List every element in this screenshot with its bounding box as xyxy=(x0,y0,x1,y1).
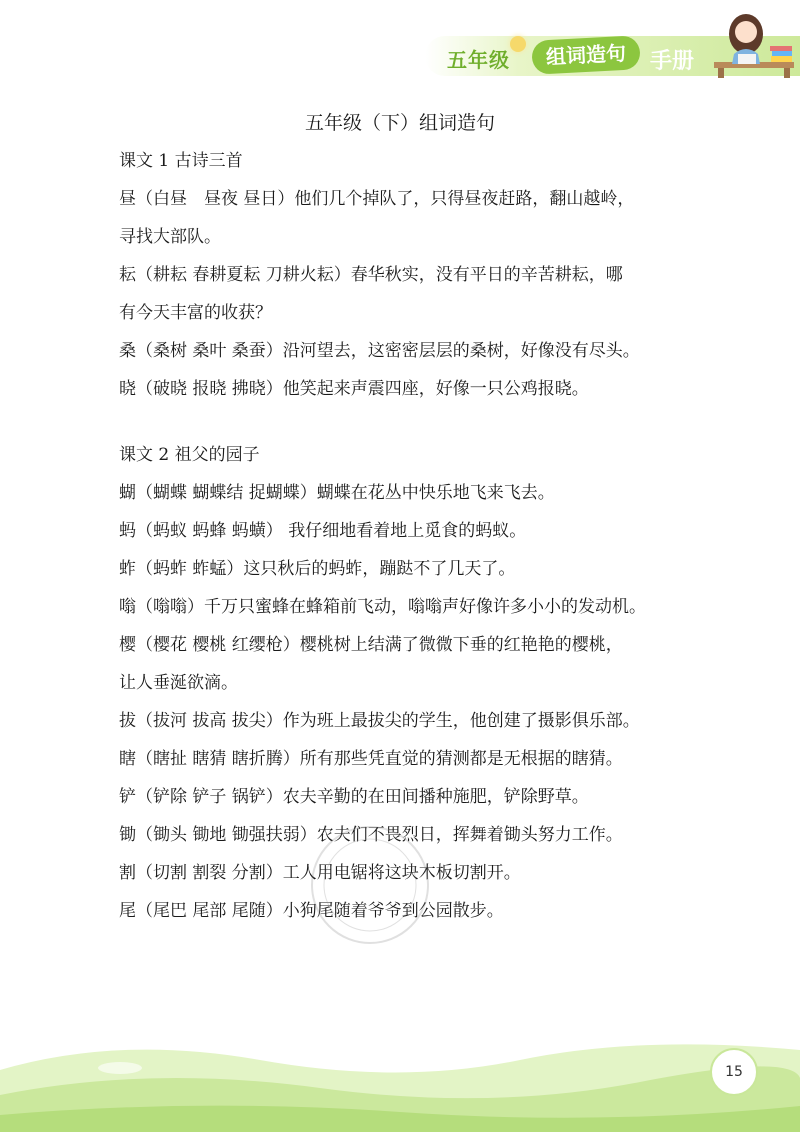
word-entry xyxy=(119,188,694,248)
word-entry: 尾（尾巴 尾部 尾随）小狗尾随着爷爷到公园散步。 xyxy=(119,901,504,921)
section-gap xyxy=(119,416,694,444)
page-title: 五年级（下）组词造句 xyxy=(304,112,495,134)
word-entry: 蚂（蚂蚁 蚂蜂 蚂蟥） 我仔细地看着地上觅食的蚂蚁。 xyxy=(119,521,527,541)
word-entry: 蚱（蚂蚱 蚱蜢）这只秋后的蚂蚱，蹦跶不了几天了。 xyxy=(119,559,516,579)
word-entry: 蝴（蝴蝶 蝴蝶结 捉蝴蝶）蝴蝶在花丛中快乐地飞来飞去。 xyxy=(119,483,555,503)
lesson-heading-1: 课文 1 古诗三首 xyxy=(119,151,243,171)
word-entry: 桑（桑树 桑叶 桑蚕）沿河望去，这密密层层的桑树，好像没有尽头。 xyxy=(119,341,640,361)
lesson-heading-2: 课文 2 祖父的园子 xyxy=(119,445,260,465)
footer-decoration xyxy=(0,1030,800,1132)
word-entry: 割（切割 割裂 分割）工人用电锯将这块木板切割开。 xyxy=(119,863,521,883)
seal-watermark xyxy=(305,820,435,950)
entry-text-continued: 有今天丰富的收获？ xyxy=(119,303,272,323)
word-entry: 拔（拔河 拔高 拔尖）作为班上最拔尖的学生，他创建了摄影俱乐部。 xyxy=(119,711,640,731)
word-entry xyxy=(119,264,694,324)
handbook-title-pill: 组词造句 xyxy=(531,35,641,75)
word-entry: 嗡（嗡嗡）千万只蜜蜂在蜂箱前飞动，嗡嗡声好像许多小小的发动机。 xyxy=(119,597,646,617)
page-number: 15 xyxy=(710,1048,758,1096)
lightbulb-icon xyxy=(510,36,526,52)
word-entry: 锄（锄头 锄地 锄强扶弱）农夫们不畏烈日，挥舞着锄头努力工作。 xyxy=(119,825,623,845)
entry-text: 昼（白昼 昼夜 昼日）他们几个掉队了，只得昼夜赶路，翻山越岭， xyxy=(119,189,635,209)
entry-text: 耘（耕耘 春耕夏耘 刀耕火耘）春华秋实，没有平日的辛苦耕耘，哪 xyxy=(119,265,623,285)
handbook-label: 手册 xyxy=(650,49,695,74)
word-entry: 铲（铲除 铲子 锅铲）农夫辛勤的在田间播种施肥，铲除野草。 xyxy=(119,787,589,807)
entry-text-continued: 寻找大部队。 xyxy=(119,227,221,247)
word-entry: 晓（破晓 报晓 拂晓）他笑起来声震四座，好像一只公鸡报晓。 xyxy=(119,379,589,399)
page-header xyxy=(0,0,800,90)
grade-label: 五年级 xyxy=(447,48,510,72)
entry-text: 樱（樱花 樱桃 红缨枪）樱桃树上结满了微微下垂的红艳艳的樱桃， xyxy=(119,635,623,655)
word-entry xyxy=(119,634,694,694)
entry-text-continued: 让人垂涎欲滴。 xyxy=(119,673,238,693)
girl-reading-icon xyxy=(712,8,797,78)
word-entry: 瞎（瞎扯 瞎猜 瞎折腾）所有那些凭直觉的猜测都是无根据的瞎猜。 xyxy=(119,749,623,769)
